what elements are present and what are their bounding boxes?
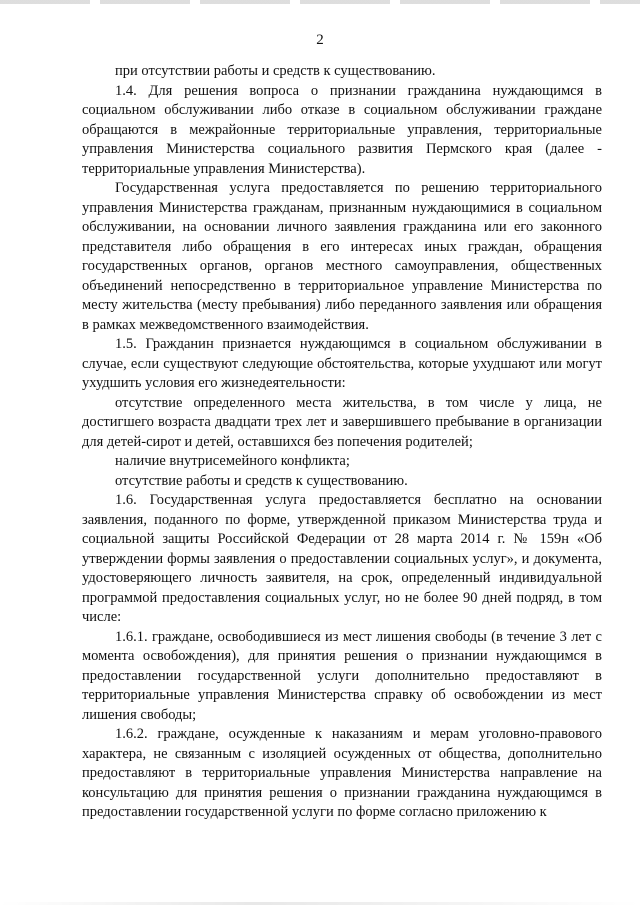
paragraph-1-6-2: 1.6.2. граждане, осужденные к наказаниям и мерам уголовно-правового характера, не связанным с изоляцией осужденных от общества, дополнительно предоставляют в территориальные управления Министерства направление на консультацию для принятия решения о признании гражданина нуждающимся в предоставлении государственной услуги по форме согласно приложению к [82,726,602,820]
paragraph-1-4: 1.4. Для решения вопроса о признании гражданина нуждающимся в социальном обслуживании либо отказе в социальном обслуживании граждане обращаются в межрайонные территориальные управления, территориальные управления Министерства социального развития Пермского края (далее - территориальные управления Министерства). [82,82,602,177]
paragraph-continuation: при отсутствии работы и средств к существованию. [115,63,436,79]
list-item-family-conflict: наличие внутрисемейного конфликта; [115,453,350,469]
document-body [82,62,602,823]
paragraph-1-6-1: 1.6.1. граждане, освободившиеся из мест лишения свободы (в течение 3 лет с момента освобождения), для принятия решения о признании нуждающимся в предоставлении государственной услуги дополнительно предоставляют в территориальные управления Министерства справку об освобождении из мест лишения свободы; [82,628,602,723]
paragraph-1-5: 1.5. Гражданин признается нуждающимся в социальном обслуживании в случае, если существуют следующие обстоятельства, которые ухудшают или могут ухудшить условия его жизнедеятельности: [82,336,602,391]
paragraph-service-decision: Государственная услуга предоставляется по решению территориального управления Министерства гражданам, признанным нуждающимися в социальном обслуживании, на основании личного заявления гражданина или его законного представителя либо обращения в его интересах иных граждан, обращения государственных органов, органов местного самоуправления, общественных объединений непосредственно в территориальное управление Министерства по месту жительства (месту пребывания) либо переданного заявления или обращения в рамках межведомственного взаимодействия. [82,180,602,333]
scan-top-edge [0,0,640,4]
paragraph-1-6: 1.6. Государственная услуга предоставляется бесплатно на основании заявления, поданного по форме, утвержденной приказом Министерства труда и социальной защиты Российской Федерации от 28 марта 2014 г. № 159н «Об утверждении формы заявления о предоставлении социальных услуг», и документа, удостоверяющего личность заявителя, на срок, определенный индивидуальной программой предоставления социальных услуг, но не более 90 дней подряд, в том числе: [82,492,602,625]
list-item-no-residence: отсутствие определенного места жительства, в том числе у лица, не достигшего возраста двадцати трех лет и завершившего пребывание в организации для детей-сирот и детей, оставшихся без попечения родителей; [82,394,602,450]
page-number: 2 [316,32,324,48]
list-item-no-work: отсутствие работы и средств к существованию. [115,472,408,489]
